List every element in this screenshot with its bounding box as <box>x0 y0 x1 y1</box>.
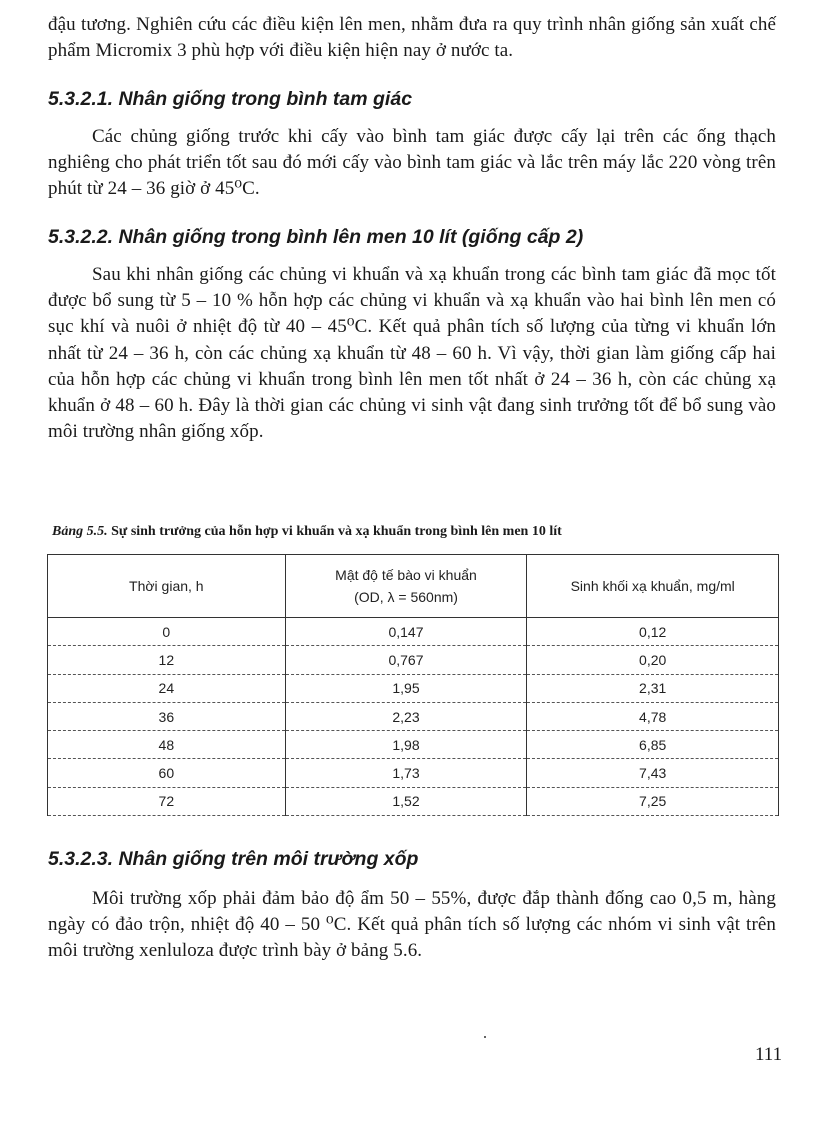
header-time: Thời gian, h <box>48 555 286 618</box>
header-od-line1: Mật độ tế bào vi khuẩn <box>335 567 477 583</box>
section-5-3-2-3-text: Môi trường xốp phải đảm bảo độ ẩm 50 – 55%, được đắp thành đống cao 0,5 m, hàng ngày có đảo trộn, nhiệt độ 40 – 50 ⁰C. Kết quả phân tích số lượng các nhóm vi sinh vật trên môi trường xenluloza được trình bày ở bảng 5.6. <box>48 888 776 962</box>
table-row <box>48 759 779 787</box>
table-row <box>48 618 779 646</box>
section-heading-5-3-2-1: 5.3.2.1. Nhân giống trong bình tam giác <box>48 88 413 110</box>
table-row <box>48 702 779 730</box>
cell-od: 1,73 <box>285 759 527 787</box>
cell-time: 72 <box>48 787 286 815</box>
table-caption-text: Sự sinh trưởng của hỗn hợp vi khuẩn và xạ khuẩn trong bình lên men 10 lít <box>107 524 562 539</box>
intro-paragraph: đậu tương. Nghiên cứu các điều kiện lên men, nhằm đưa ra quy trình nhân giống sản xuất chế phẩm Micromix 3 phù hợp với điều kiện hiện nay ở nước ta. <box>48 14 776 62</box>
cell-od: 1,52 <box>285 787 527 815</box>
cell-time: 36 <box>48 702 286 730</box>
header-od <box>285 555 527 618</box>
section-heading-5-3-2-3: 5.3.2.3. Nhân giống trên môi trường xốp <box>48 848 419 870</box>
table-header-row <box>48 555 779 618</box>
cell-time: 12 <box>48 646 286 674</box>
section-5-3-2-1-text: Các chủng giống trước khi cấy vào bình tam giác được cấy lại trên các ống thạch nghiêng cho phát triển tốt sau đó mới cấy vào bình tam giác và lắc trên máy lắc 220 vòng trên phút từ 24 – 36 giờ ở 45⁰C. <box>48 126 776 200</box>
cell-od: 1,95 <box>285 674 527 702</box>
cell-biomass: 2,31 <box>527 674 779 702</box>
section-heading-5-3-2-2: 5.3.2.2. Nhân giống trong bình lên men 10 lít (giống cấp 2) <box>48 226 584 248</box>
table-row <box>48 731 779 759</box>
section-5-3-2-3-paragraph <box>48 886 776 965</box>
cell-biomass: 6,85 <box>527 731 779 759</box>
cell-time: 24 <box>48 674 286 702</box>
page-number: 111 <box>755 1044 783 1065</box>
speck-mark <box>484 1036 486 1038</box>
table-row <box>48 646 779 674</box>
cell-od: 0,147 <box>285 618 527 646</box>
table-row <box>48 787 779 815</box>
section-5-3-2-1-paragraph <box>48 124 776 203</box>
growth-table <box>47 554 779 816</box>
cell-od: 1,98 <box>285 731 527 759</box>
section-5-3-2-2-paragraph <box>48 262 776 445</box>
cell-od: 2,23 <box>285 702 527 730</box>
header-od-line2: (OD, λ = 560nm) <box>354 589 458 605</box>
cell-biomass: 4,78 <box>527 702 779 730</box>
table-caption-label: Bảng 5.5. <box>52 524 108 539</box>
cell-biomass: 7,25 <box>527 787 779 815</box>
cell-time: 60 <box>48 759 286 787</box>
header-biomass: Sinh khối xạ khuẩn, mg/ml <box>527 555 779 618</box>
cell-time: 0 <box>48 618 286 646</box>
table-row <box>48 674 779 702</box>
cell-od: 0,767 <box>285 646 527 674</box>
section-5-3-2-2-text: Sau khi nhân giống các chủng vi khuẩn và xạ khuẩn trong các bình tam giác đã mọc tốt được bổ sung từ 5 – 10 % hỗn hợp các chủng vi khuẩn và xạ khuẩn vào hai bình lên men có sục khí và nuôi ở nhiệt độ từ 40 – 45⁰C. Kết quả phân tích số lượng của từng vi khuẩn lớn nhất từ 24 – 36 h, còn các chủng xạ khuẩn từ 48 – 60 h. Vì vậy, thời gian làm giống cấp hai của hỗn hợp các chủng vi khuẩn trong bình lên men tốt nhất ở 24 – 36 h, còn các chủng xạ khuẩn ở 48 – 60 h. Đây là thời gian các chủng vi sinh vật đang sinh trưởng tốt để bổ sung vào môi trường nhân giống xốp. <box>48 264 776 443</box>
cell-time: 48 <box>48 731 286 759</box>
cell-biomass: 0,20 <box>527 646 779 674</box>
cell-biomass: 0,12 <box>527 618 779 646</box>
cell-biomass: 7,43 <box>527 759 779 787</box>
table-caption <box>52 524 782 540</box>
